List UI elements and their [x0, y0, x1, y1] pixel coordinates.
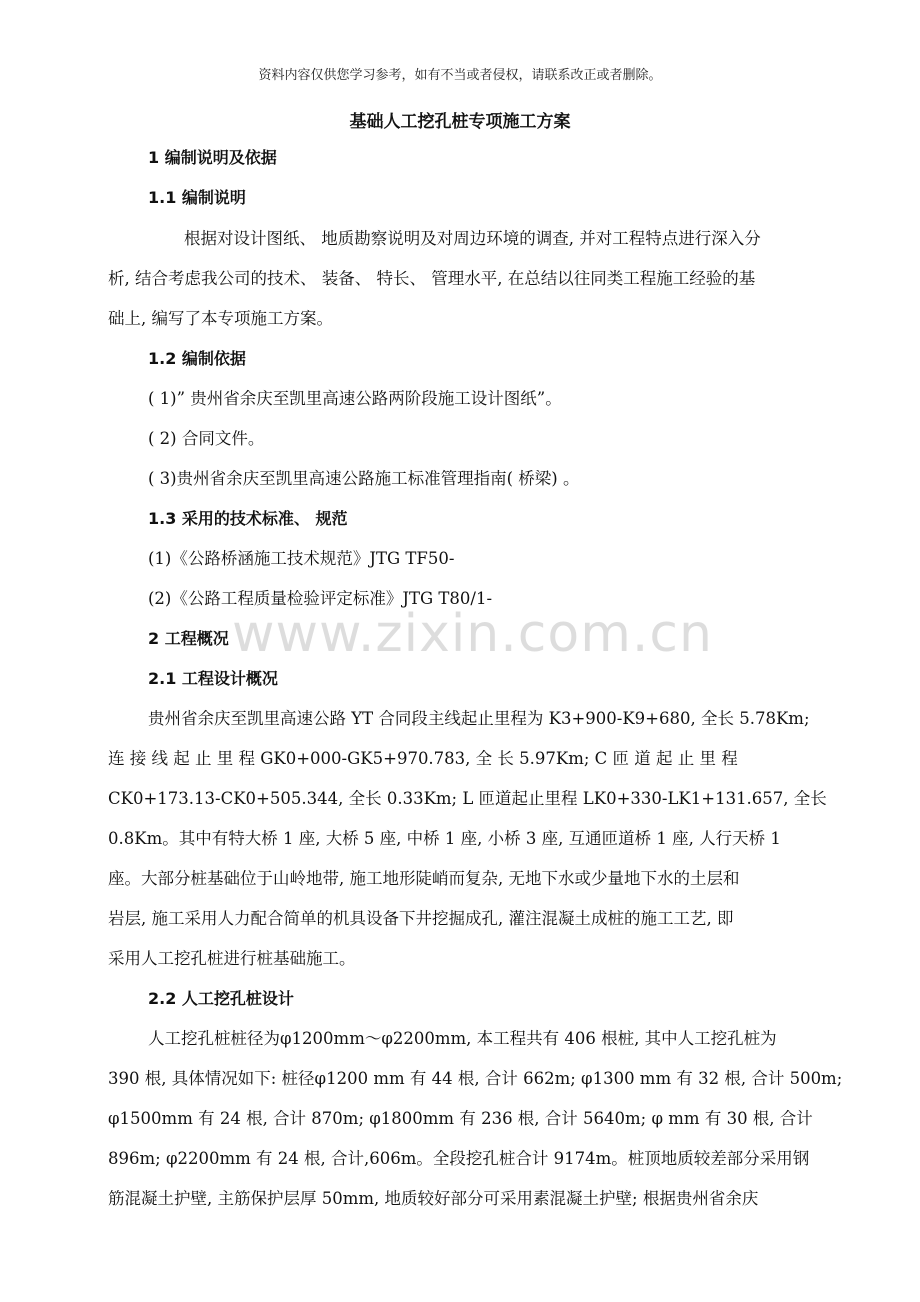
paragraph-line: 896m; φ2200mm 有 24 根, 合计,606m。全段挖孔桩合计 9174m。桩顶地质较差部分采用钢 [108, 1149, 810, 1168]
paragraph-line: 岩层, 施工采用人力配合简单的机具设备下井挖掘成孔, 灌注混凝土成桩的施工工艺, 即 [108, 909, 734, 928]
paragraph-line: CK0+173.13-CK0+505.344, 全长 0.33Km; L 匝道起止里程 LK0+330-LK1+131.657, 全长 [108, 789, 827, 808]
list-item: ( 1)” 贵州省余庆至凯里高速公路两阶段施工设计图纸”。 [148, 389, 562, 408]
subsection-heading: 2.2 人工挖孔桩设计 [148, 989, 294, 1008]
paragraph-line: 0.8Km。其中有特大桥 1 座, 大桥 5 座, 中桥 1 座, 小桥 3 座, 互通匝道桥 1 座, 人行天桥 1 [108, 829, 781, 848]
subsection-heading: 1.3 采用的技术标准、 规范 [148, 509, 348, 528]
list-item: (1)《公路桥涵施工技术规范》JTG TF50- [148, 549, 455, 568]
subsection-heading: 1.1 编制说明 [148, 188, 246, 207]
paragraph-line: 础上, 编写了本专项施工方案。 [108, 309, 333, 328]
section-heading: 2 工程概况 [148, 629, 229, 648]
paragraph-line: φ1500mm 有 24 根, 合计 870m; φ1800mm 有 236 根, 合计 5640m; φ mm 有 30 根, 合计 [108, 1109, 813, 1128]
paragraph-line: 采用人工挖孔桩进行桩基础施工。 [108, 949, 356, 968]
section-heading: 1 编制说明及依据 [148, 148, 277, 167]
watermark-text: www.zixin.com.cn [232, 604, 713, 664]
paragraph-line: 贵州省余庆至凯里高速公路 YT 合同段主线起止里程为 K3+900-K9+680, 全长 5.78Km; [148, 709, 810, 728]
list-item: (2)《公路工程质量检验评定标准》JTG T80/1- [148, 589, 493, 608]
paragraph-line: 析, 结合考虑我公司的技术、 装备、 特长、 管理水平, 在总结以往同类工程施工经验的基 [108, 269, 756, 288]
paragraph-line: 连 接 线 起 止 里 程 GK0+000-GK5+970.783, 全 长 5.97Km; C 匝 道 起 止 里 程 [108, 749, 738, 768]
list-item: ( 2) 合同文件。 [148, 429, 265, 448]
paragraph-line: 筋混凝土护壁, 主筋保护层厚 50mm, 地质较好部分可采用素混凝土护壁; 根据贵州省余庆 [108, 1189, 759, 1208]
list-item: ( 3)贵州省余庆至凯里高速公路施工标准管理指南( 桥梁) 。 [148, 469, 580, 488]
page-title: 基础人工挖孔桩专项施工方案 [349, 112, 571, 132]
paragraph-line: 人工挖孔桩桩径为φ1200mm～φ2200mm, 本工程共有 406 根桩, 其中人工挖孔桩为 [148, 1029, 777, 1048]
disclaimer-notice: 资料内容仅供您学习参考，如有不当或者侵权，请联系改正或者删除。 [258, 68, 662, 83]
paragraph-line: 座。大部分桩基础位于山岭地带, 施工地形陡峭而复杂, 无地下水或少量地下水的土层和 [108, 869, 740, 888]
paragraph-line: 根据对设计图纸、 地质勘察说明及对周边环境的调查, 并对工程特点进行深入分 [184, 229, 761, 248]
paragraph-line: 390 根, 具体情况如下: 桩径φ1200 mm 有 44 根, 合计 662m; φ1300 mm 有 32 根, 合计 500m; [108, 1069, 843, 1088]
subsection-heading: 1.2 编制依据 [148, 349, 246, 368]
subsection-heading: 2.1 工程设计概况 [148, 669, 278, 688]
